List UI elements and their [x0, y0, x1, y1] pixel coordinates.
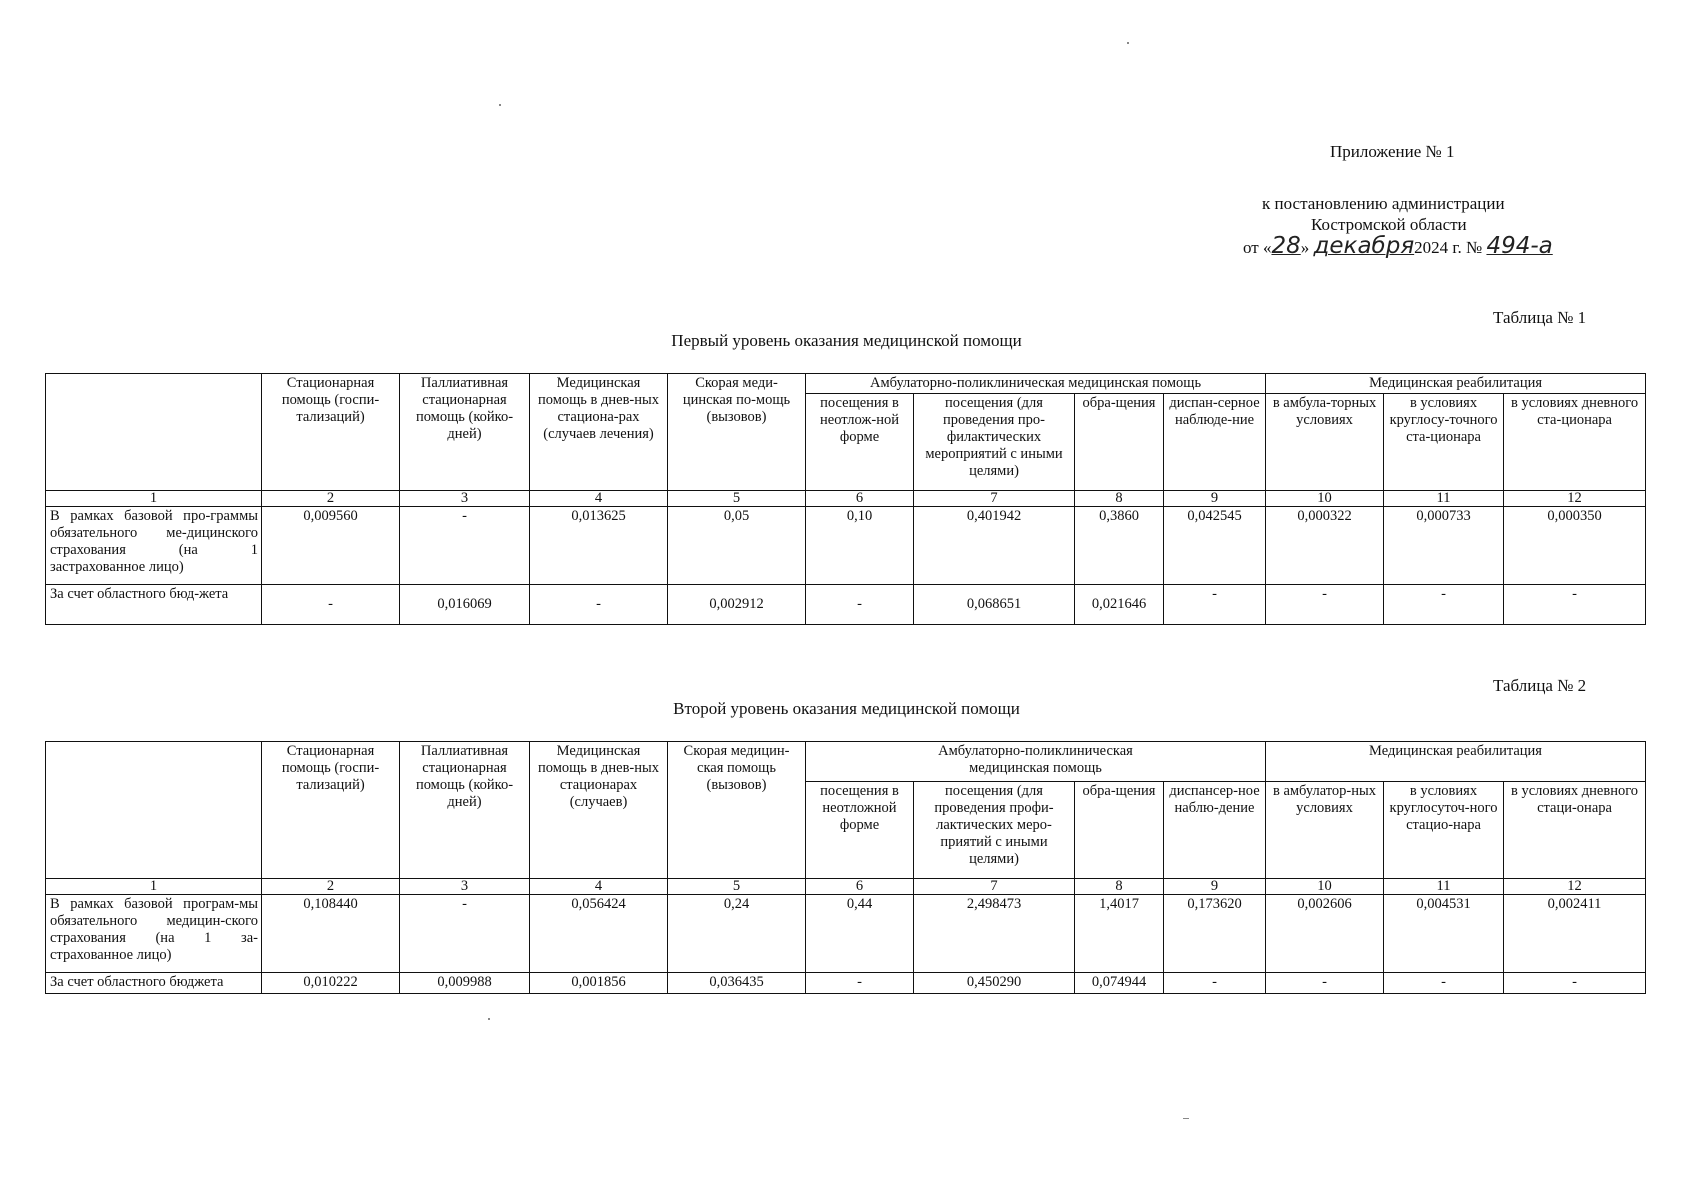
table1-cell: 0,000322 [1266, 507, 1384, 585]
table1-header-ambulatory: Амбулаторно-поликлиническая медицинская помощь [806, 374, 1266, 394]
table2-col-number: 1 [46, 879, 262, 895]
table1-cell: 0,002912 [668, 585, 806, 625]
table2-col-number: 9 [1164, 879, 1266, 895]
table2-header-ambulatory-text: Амбулаторно-поликлиническая медицинская помощь [938, 743, 1133, 776]
table2-col-number: 8 [1075, 879, 1164, 895]
table2-cell: - [1384, 973, 1504, 994]
table1-cell: 0,000350 [1504, 507, 1646, 585]
table1 [45, 373, 1646, 625]
table2-label: Таблица № 2 [1493, 676, 1587, 695]
scan-speck [499, 104, 501, 106]
table1-cell: 0,021646 [1075, 585, 1164, 625]
table1-cell: 0,068651 [914, 585, 1075, 625]
table2-header-col7: посещения (для проведения профи-лактических меро-приятий с иными целями) [914, 782, 1075, 879]
table2-cell: - [1504, 973, 1646, 994]
table1-cell: - [806, 585, 914, 625]
table1-cell: - [1504, 585, 1646, 625]
scan-speck [488, 1018, 490, 1020]
table1-cell: - [1266, 585, 1384, 625]
table2-header-col8: обра-щения [1075, 782, 1164, 879]
handwritten-day: 28 [1271, 233, 1301, 259]
table2-cell: - [1266, 973, 1384, 994]
table1-col-number: 5 [668, 491, 806, 507]
table1-col-number: 4 [530, 491, 668, 507]
scan-speck [1127, 42, 1129, 44]
table1-cell: 0,401942 [914, 507, 1075, 585]
handwritten-month: декабря [1313, 233, 1415, 259]
table1-cell: - [1384, 585, 1504, 625]
table1-cell: - [530, 585, 668, 625]
table2-header-col6: посещения в неотложной форме [806, 782, 914, 879]
table1-header-col12: в условиях дневного ста-ционара [1504, 394, 1646, 491]
table2-header-col5: Скорая медицин-ская помощь (вызовов) [668, 742, 806, 879]
table1-cell: - [1164, 585, 1266, 625]
table1-header-col5: Скорая меди-цинская по-мощь (вызовов) [668, 374, 806, 491]
table2-cell: 0,036435 [668, 973, 806, 994]
table1-cell: - [262, 585, 400, 625]
table1-header-col7: посещения (для проведения про-филактических мероприятий с иными целями) [914, 394, 1075, 491]
table2-cell: 1,4017 [1075, 895, 1164, 973]
table1-cell: 0,000733 [1384, 507, 1504, 585]
table2-col-number: 12 [1504, 879, 1646, 895]
table2-col-number: 11 [1384, 879, 1504, 895]
date-year: 2024 г. № [1414, 238, 1483, 257]
table2-cell: 0,24 [668, 895, 806, 973]
table2-corner-cell [46, 742, 262, 879]
table2-cell: 0,074944 [1075, 973, 1164, 994]
table2-header-col4: Медицинская помощь в днев-ных стационарах (случаев) [530, 742, 668, 879]
table1-cell: 0,05 [668, 507, 806, 585]
table2-cell: 0,173620 [1164, 895, 1266, 973]
table2-header-col2: Стационарная помощь (госпи-тализаций) [262, 742, 400, 879]
table1-col-number: 6 [806, 491, 914, 507]
table1-cell: 0,013625 [530, 507, 668, 585]
table1-col-number: 7 [914, 491, 1075, 507]
table1-cell: - [400, 507, 530, 585]
table1-corner-cell [46, 374, 262, 491]
table2-cell: 0,002411 [1504, 895, 1646, 973]
table2-title: Второй уровень оказания медицинской помощи [673, 699, 1020, 718]
table2-cell: 0,002606 [1266, 895, 1384, 973]
table1-title: Первый уровень оказания медицинской помощи [671, 331, 1022, 350]
table1-col-number: 8 [1075, 491, 1164, 507]
table2-col-number: 3 [400, 879, 530, 895]
table2-cell: 0,010222 [262, 973, 400, 994]
table2-header-col3: Паллиативная стационарная помощь (койко-дней) [400, 742, 530, 879]
table2-cell: 0,004531 [1384, 895, 1504, 973]
table2-cell: 0,450290 [914, 973, 1075, 994]
table2-header-rehab: Медицинская реабилитация [1266, 742, 1646, 782]
table1-row-oms [46, 507, 1646, 585]
table1-col-number: 1 [46, 491, 262, 507]
appendix-line-2: Костромской области [1311, 215, 1467, 234]
table1-header-rehab: Медицинская реабилитация [1266, 374, 1646, 394]
appendix-title: Приложение № 1 [1330, 142, 1455, 161]
table1-cell: 0,3860 [1075, 507, 1164, 585]
table2-header-ambulatory [806, 742, 1266, 782]
table2-row-label: За счет областного бюджета [46, 973, 262, 994]
handwritten-number: 494-а [1486, 233, 1553, 259]
table1-label: Таблица № 1 [1493, 308, 1587, 327]
table2-header-col9: диспансер-ное наблю-дение [1164, 782, 1266, 879]
table1-cell: 0,10 [806, 507, 914, 585]
table1-cell: 0,016069 [400, 585, 530, 625]
table2-row-oms [46, 895, 1646, 973]
table1-col-number: 11 [1384, 491, 1504, 507]
table2-cell: 0,001856 [530, 973, 668, 994]
table2-row-label: В рамках базовой програм-мы обязательного медицин-ского страхования (на 1 за-страхованное лицо) [46, 895, 262, 973]
table2-col-number: 6 [806, 879, 914, 895]
table2-col-number: 5 [668, 879, 806, 895]
date-mid: » [1300, 238, 1310, 257]
table1-header-col2: Стационарная помощь (госпи-тализаций) [262, 374, 400, 491]
table1-row-label: В рамках базовой про-граммы обязательного ме-дицинского страхования (на 1 застрахованное лицо) [46, 507, 262, 585]
table2-cell: 0,108440 [262, 895, 400, 973]
table1-header-col9: диспан-серное наблюде-ние [1164, 394, 1266, 491]
table2-cell: 2,498473 [914, 895, 1075, 973]
table2-header-col10: в амбулатор-ных условиях [1266, 782, 1384, 879]
table1-col-number: 3 [400, 491, 530, 507]
table1-cell: 0,042545 [1164, 507, 1266, 585]
table1-header-col4: Медицинская помощь в днев-ных стациона-рах (случаев лечения) [530, 374, 668, 491]
table2-cell: - [806, 973, 914, 994]
appendix-date-line [1243, 233, 1553, 259]
table2-col-number: 2 [262, 879, 400, 895]
table2-cell: - [1164, 973, 1266, 994]
date-prefix: от « [1243, 238, 1272, 257]
table2 [45, 741, 1646, 994]
table1-row-regional [46, 585, 1646, 625]
table1-header-col3: Паллиативная стационарная помощь (койко-дней) [400, 374, 530, 491]
scan-speck [1183, 1118, 1189, 1119]
table2-col-number: 4 [530, 879, 668, 895]
table2-cell: 0,44 [806, 895, 914, 973]
table2-cell: 0,056424 [530, 895, 668, 973]
table1-col-number: 10 [1266, 491, 1384, 507]
table2-col-number: 10 [1266, 879, 1384, 895]
table1-header-col6: посещения в неотлож-ной форме [806, 394, 914, 491]
table1-row-label: За счет областного бюд-жета [46, 585, 262, 625]
table1-col-number: 9 [1164, 491, 1266, 507]
table2-col-number: 7 [914, 879, 1075, 895]
table1-header-col10: в амбула-торных условиях [1266, 394, 1384, 491]
table2-cell: 0,009988 [400, 973, 530, 994]
table2-row-regional [46, 973, 1646, 994]
appendix-line-1: к постановлению администрации [1262, 194, 1505, 213]
table2-header-col12: в условиях дневного стаци-онара [1504, 782, 1646, 879]
table1-col-number: 2 [262, 491, 400, 507]
table1-cell: 0,009560 [262, 507, 400, 585]
table1-header-col8: обра-щения [1075, 394, 1164, 491]
table2-cell: - [400, 895, 530, 973]
table2-header-col11: в условиях круглосуточ-ного стацио-нара [1384, 782, 1504, 879]
table1-col-number: 12 [1504, 491, 1646, 507]
table1-header-col11: в условиях круглосу-точного ста-ционара [1384, 394, 1504, 491]
